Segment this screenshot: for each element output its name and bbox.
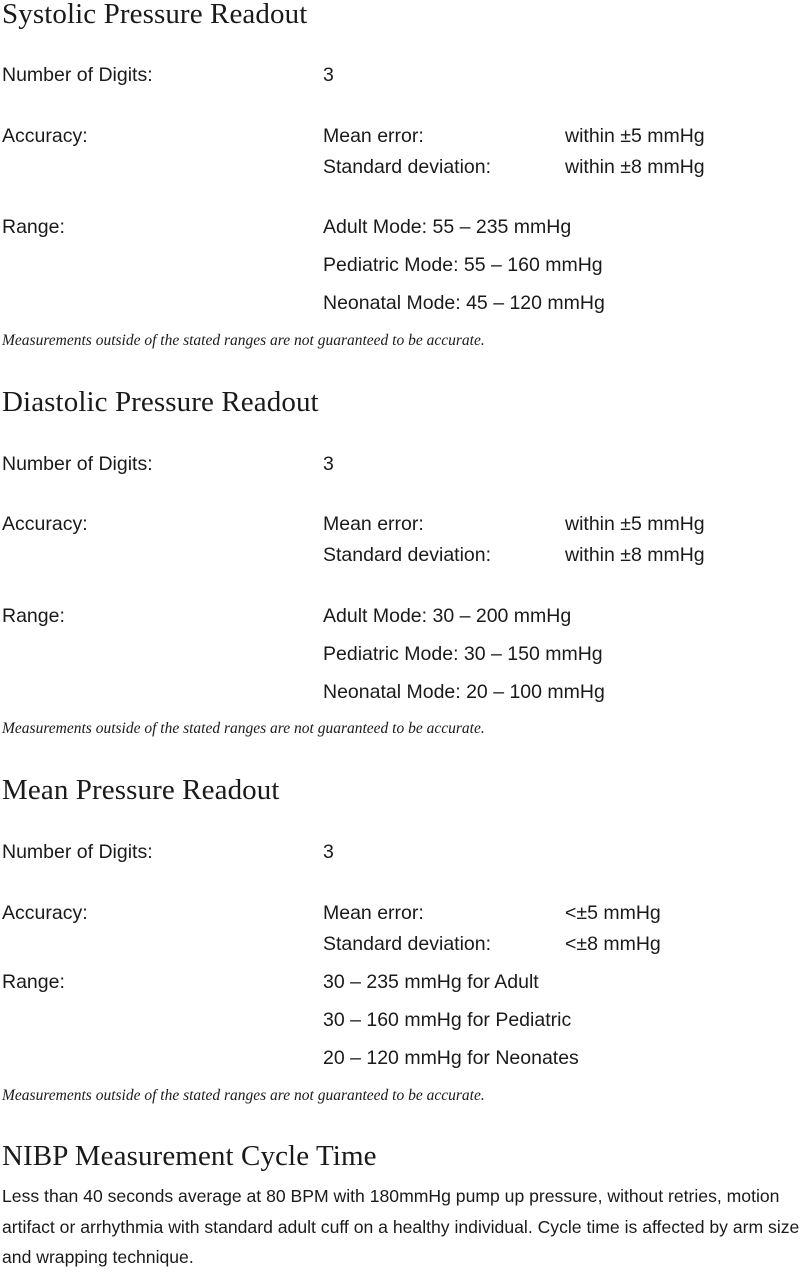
mean-mean-error-value: <±5 mmHg bbox=[565, 902, 661, 924]
mean-std-dev-value: <±8 mmHg bbox=[565, 933, 661, 955]
systolic-mean-error-value: within ±5 mmHg bbox=[565, 125, 705, 147]
systolic-std-dev-label: Standard deviation: bbox=[323, 156, 492, 178]
systolic-digits-label: Number of Digits: bbox=[2, 64, 153, 86]
diastolic-accuracy-label: Accuracy: bbox=[2, 513, 88, 535]
mean-title: Mean Pressure Readout bbox=[2, 774, 280, 806]
mean-accuracy-label: Accuracy: bbox=[2, 902, 88, 924]
systolic-range-pediatric: Pediatric Mode: 55 – 160 mmHg bbox=[323, 254, 603, 276]
diastolic-range-pediatric: Pediatric Mode: 30 – 150 mmHg bbox=[323, 643, 603, 665]
systolic-accuracy-label: Accuracy: bbox=[2, 125, 88, 147]
systolic-std-dev-value: within ±8 mmHg bbox=[565, 156, 705, 178]
mean-range-neonates: 20 – 120 mmHg for Neonates bbox=[323, 1047, 579, 1069]
systolic-title: Systolic Pressure Readout bbox=[2, 0, 308, 30]
mean-std-dev-label: Standard deviation: bbox=[323, 933, 492, 955]
diastolic-range-adult: Adult Mode: 30 – 200 mmHg bbox=[323, 605, 572, 627]
mean-digits-value: 3 bbox=[323, 841, 334, 863]
systolic-note: Measurements outside of the stated ranges are not guaranteed to be accurate. bbox=[2, 332, 485, 349]
systolic-range-label: Range: bbox=[2, 216, 65, 238]
diastolic-title: Diastolic Pressure Readout bbox=[2, 386, 319, 418]
diastolic-range-neonatal: Neonatal Mode: 20 – 100 mmHg bbox=[323, 681, 605, 703]
mean-range-adult: 30 – 235 mmHg for Adult bbox=[323, 971, 539, 993]
diastolic-digits-value: 3 bbox=[323, 453, 334, 475]
diastolic-mean-error-label: Mean error: bbox=[323, 513, 424, 535]
systolic-digits-value: 3 bbox=[323, 64, 334, 86]
systolic-range-neonatal: Neonatal Mode: 45 – 120 mmHg bbox=[323, 292, 605, 314]
diastolic-std-dev-value: within ±8 mmHg bbox=[565, 544, 705, 566]
diastolic-std-dev-label: Standard deviation: bbox=[323, 544, 492, 566]
diastolic-note: Measurements outside of the stated ranges are not guaranteed to be accurate. bbox=[2, 720, 485, 737]
diastolic-range-label: Range: bbox=[2, 605, 65, 627]
cycle-title: NIBP Measurement Cycle Time bbox=[2, 1140, 377, 1172]
mean-digits-label: Number of Digits: bbox=[2, 841, 153, 863]
mean-range-label: Range: bbox=[2, 971, 65, 993]
diastolic-digits-label: Number of Digits: bbox=[2, 453, 153, 475]
diastolic-mean-error-value: within ±5 mmHg bbox=[565, 513, 705, 535]
mean-note: Measurements outside of the stated ranges are not guaranteed to be accurate. bbox=[2, 1087, 485, 1104]
systolic-mean-error-label: Mean error: bbox=[323, 125, 424, 147]
mean-range-pediatric: 30 – 160 mmHg for Pediatric bbox=[323, 1009, 572, 1031]
systolic-range-adult: Adult Mode: 55 – 235 mmHg bbox=[323, 216, 572, 238]
cycle-paragraph: Less than 40 seconds average at 80 BPM with 180mmHg pump up pressure, without retries, motion artifact or arrhythmia with standard adult cuff on a healthy individual. Cycle time is affected by arm size and wrapping technique. bbox=[2, 1186, 800, 1267]
mean-mean-error-label: Mean error: bbox=[323, 902, 424, 924]
